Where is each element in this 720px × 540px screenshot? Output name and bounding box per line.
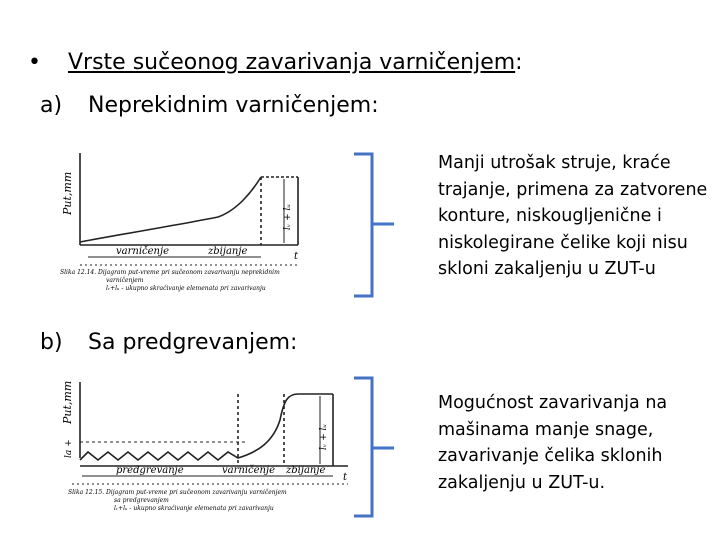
phase-1-label: predgrevanje — [116, 465, 184, 476]
y-axis-label-2: la + — [64, 439, 74, 458]
description-a: Manji utrošak struje, kraće trajanje, primena za zatvorene konture, niskougljenične i niskolegirane čelike koji nisu skloni zakaljenju u ZUT-u — [438, 153, 708, 279]
curve-flashing — [80, 177, 261, 242]
item-a — [40, 93, 379, 118]
phase-2-label: varničenje — [222, 465, 276, 476]
bullet: • — [28, 50, 41, 75]
item-b-text: Sa predgrevanjem: — [88, 330, 298, 355]
slide-title — [28, 50, 523, 75]
title-text: Vrste sučeonog zavarivanja varničenjem — [68, 50, 516, 75]
item-a-label: a) — [40, 93, 63, 118]
diagram-preheating — [58, 380, 358, 520]
phase-3-label: zbijanje — [286, 465, 326, 476]
curve-preheating — [80, 394, 333, 460]
caption-line-3: lᵥ+lᵤ - ukupno skraćivanje elemenata pri zavarivanju — [114, 505, 274, 512]
diagram-continuous-flashing — [58, 145, 328, 295]
caption-line-3: lᵥ+lᵤ - ukupno skraćivanje elemenata pri zavarivanju — [106, 285, 266, 292]
y-axis-label: Put,mm — [61, 380, 74, 424]
dim-label: lᵥ + lᵤ — [283, 204, 293, 230]
bracket-b — [348, 374, 398, 520]
phase-2-label: zbijanje — [208, 246, 248, 257]
time-axis-label: t — [294, 251, 299, 262]
y-axis-label: Put,mm — [61, 171, 74, 215]
description-b: Mogućnost zavarivanja na mašinama manje snage, zavarivanje čelika sklonih zakaljenju u ZUT-u. — [438, 393, 668, 493]
caption-line-1: Slika 12.15. Dijagram put-vreme pri sučeonom zavarivanju varničenjem — [68, 489, 287, 496]
time-axis-label: t — [343, 472, 348, 483]
title-colon: : — [515, 50, 523, 75]
item-b-label: b) — [40, 330, 63, 355]
caption-line-2: varničenjem — [106, 277, 144, 284]
item-a-text: Neprekidnim varničenjem: — [88, 93, 379, 118]
phase-1-label: varničenje — [116, 246, 170, 257]
dim-label: lᵥ + lᵤ — [319, 424, 329, 450]
caption-line-2: sa predgrevanjem — [114, 497, 169, 504]
item-b — [40, 330, 297, 355]
caption-line-1: Slika 12.14. Dijagram put-vreme pri sučeonom zavarivanju neprekidnim — [60, 269, 280, 276]
bracket-a — [348, 150, 398, 298]
